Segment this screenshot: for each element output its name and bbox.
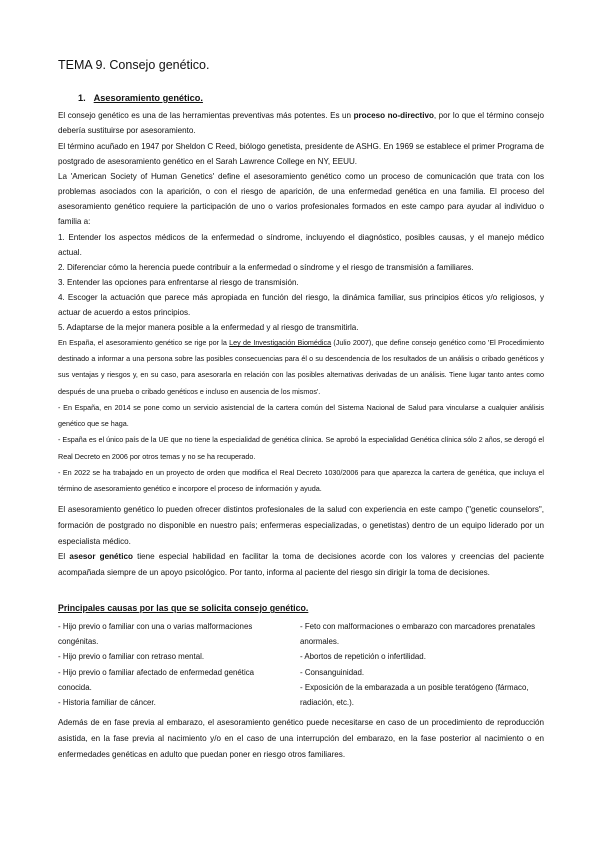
paragraph-spain-law	[58, 335, 544, 400]
spain-notes-list	[58, 400, 544, 497]
counselor-bold: asesor genético	[69, 552, 133, 561]
counselor-text-b: tiene especial habilidad en facilitar la toma de decisiones acorde con los valores y creencias del paciente acompañada siempre de un apoyo psicológico. Por tanto, informa al paciente del riesgo sin dirigir la toma de decisiones.	[58, 552, 544, 577]
cause-item: - Abortos de repetición o infertilidad.	[300, 652, 426, 662]
causes-left-column	[58, 619, 288, 710]
intro-bold: proceso no-directivo	[353, 111, 434, 120]
aim-item: 2. Diferenciar cómo la herencia puede contribuir a la enfermedad o síndrome y el riesgo de transmisión a familiares.	[58, 263, 474, 272]
section-heading	[78, 93, 203, 103]
law-text-b: (Julio 2007), que define consejo genético como 'El Procedimiento destinado a informar a una persona sobre las posibles consecuencias para él o su descendencia de los resultados de un análisis o cribado genéticos y sus ventajas y riesgos y, en su caso, para asesorarla en relación con las posibles alternativas derivadas de un análisis. Tiene lugar tanto antes como después de una prueba o cribado genéticos e incluso en ausencia de los mismos'.	[58, 338, 544, 396]
section-title: Asesoramiento genético.	[93, 93, 203, 103]
cause-item: - Feto con malformaciones o embarazo con marcadores prenatales anormales.	[300, 622, 536, 647]
causes-right-column	[300, 619, 544, 710]
cause-item: - Hijo previo o familiar con una o varias malformaciones congénitas.	[58, 622, 253, 647]
counselor-text-a: El	[58, 552, 70, 561]
spain-note: - En España, en 2014 se pone como un servicio asistencial de la cartera común del Sistema Nacional de Salud para vincularse a cualquier análisis genético que se haga.	[58, 403, 544, 429]
intro-text-b: , por lo que el término consejo debería sustituirse por asesoramiento.	[58, 111, 544, 135]
causes-heading: Principales causas por las que se solicita consejo genético.	[58, 603, 309, 613]
cause-item: - Historia familiar de cáncer.	[58, 698, 156, 708]
spain-note: - En 2022 se ha trabajado en un proyecto de orden que modifica el Real Decreto 1030/2006 para que aparezca la cartera de genética, que incluya el término de asesoramiento genético e incorpore el proceso de información y ayuda.	[58, 467, 544, 494]
spain-note: - España es el único país de la UE que no tiene la especialidad de genética clínica. Se aprobó la especialidad Genética clínica sólo 2 años, se derogó el Real Decreto en 2006 por otros temas y no se ha recuperado.	[58, 435, 544, 461]
page-title: TEMA 9. Consejo genético.	[58, 58, 210, 72]
cause-item: - Consanguinidad.	[300, 667, 365, 677]
intro-text-a: El consejo genético es una de las herramientas preventivas más potentes. Es un	[58, 111, 354, 120]
law-link[interactable]: Ley de Investigación Biomédica	[229, 338, 332, 347]
law-text-a: En España, el asesoramiento genético se rige por la	[58, 338, 230, 347]
cause-item: - Hijo previo o familiar afectado de enfermedad genética conocida.	[58, 667, 255, 692]
paragraph-history: El término acuñado en 1947 por Sheldon C Reed, biólogo genetista, presidente de ASHG. En 1969 se establece el primer Programa de postgrado de asesoramiento genético en el Sarah Lawrence College en NY, EEUU.	[58, 142, 544, 166]
aim-item: 1. Entender los aspectos médicos de la enfermedad o síndrome, incluyendo el diagnóstico, posibles causas, y el manejo médico actual.	[58, 233, 544, 257]
paragraph-intro	[58, 108, 544, 138]
paragraph-professionals: El asesoramiento genético lo pueden ofrecer distintos profesionales de la salud con experiencia en este campo ("genetic counselors", formación de postgrado no disponible en nuestro país; enfermeras especializadas, o genetistas) dentro de un equipo liderado por un especialista médico.	[58, 505, 544, 546]
aim-item: 5. Adaptarse de la mejor manera posible a la enfermedad y al riesgo de transmitirla.	[58, 323, 359, 332]
paragraph-counselor	[58, 549, 544, 581]
section-number: 1.	[78, 93, 86, 103]
aims-list	[58, 230, 544, 335]
paragraph-phases: Además de en fase previa al embarazo, el asesoramiento genético puede necesitarse en caso de un procedimiento de reproducción asistida, en la fase previa al nacimiento y/o en el caso de una interrupción del embarazo, en la fase posterior al nacimiento o en enfermedades genéticas en adulto que puedan poner en riesgo otros familiares.	[58, 718, 544, 759]
aim-item: 3. Entender las opciones para enfrentarse al riesgo de transmisión.	[58, 278, 299, 287]
aim-item: 4. Escoger la actuación que parece más apropiada en función del riesgo, la dinámica familiar, sus principios éticos y/o religiosos, y actuar de acuerdo a estos principios.	[58, 293, 544, 317]
cause-item: - Exposición de la embarazada a un posible teratógeno (fármaco, radiación, etc.).	[300, 682, 529, 708]
paragraph-ashg-definition: La 'American Society of Human Genetics' define el asesoramiento genético como un proceso de comunicación que trata con los problemas asociados con la aparición, o con el riesgo de aparición, de una enfermedad genética en una familia. El proceso del asesoramiento genético requiere la participación de uno o varios profesionales formados en este campo para ayudar al individuo o familia a:	[58, 172, 544, 226]
cause-item: - Hijo previo o familiar con retraso mental.	[58, 652, 205, 662]
